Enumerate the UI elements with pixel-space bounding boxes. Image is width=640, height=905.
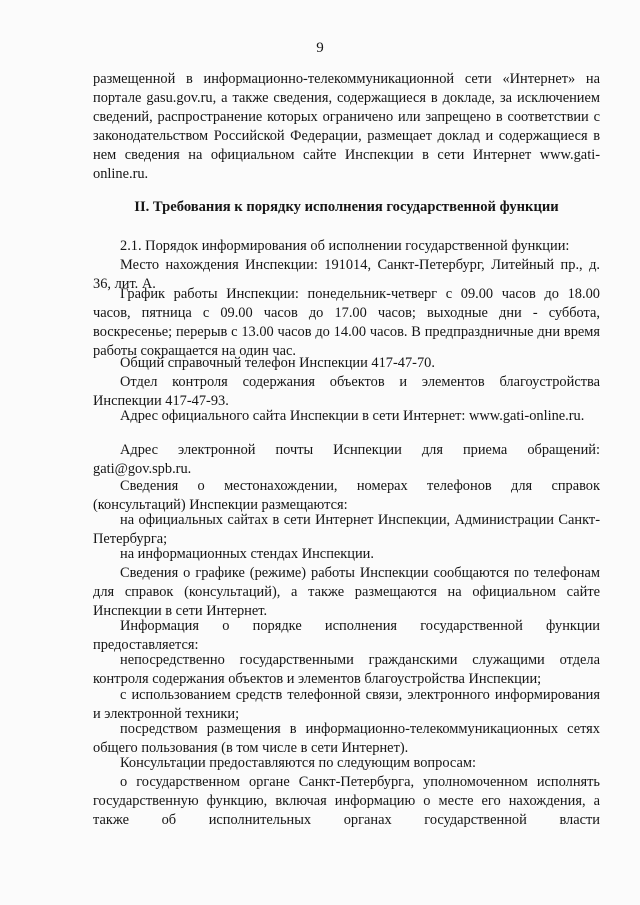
paragraph-email: Адрес электронной почты Иснпекции для приема обращений: gati@gov.spb.ru. bbox=[93, 442, 600, 477]
paragraph-telephone: с использованием средств телефонной связи, электронного информирования и электронной техники; bbox=[93, 687, 600, 722]
intro-paragraph: размещенной в информационно-телекоммуникационной сети «Интернет» на портале gasu.gov.ru, а также сведения, содержащиеся в докладе, за исключением сведений, распространение которых ограничено или запрещено в соответствии с законодательством Российской Федерации, размещает доклад и содержащиеся в нем сведения на официальном сайте Инспекции в сети Интернет www.gati-online.ru. bbox=[93, 71, 600, 182]
paragraph-directly: непосредственно государственными гражданскими служащими отдела контроля содержания объектов и элементов благоустройства Инспекции; bbox=[93, 652, 600, 687]
paragraph-2-1: 2.1. Порядок информирования об исполнении государственной функции: bbox=[120, 238, 570, 254]
paragraph-information: Информация о порядке исполнения государственной функции предоставляется: bbox=[93, 618, 600, 653]
paragraph-networks: посредством размещения в информационно-телекоммуникационных сетях общего пользования (в том числе в сети Интернет). bbox=[93, 721, 600, 756]
paragraph-department-phone: Отдел контроля содержания объектов и элементов благоустройства Инспекции 417-47-93. bbox=[93, 374, 600, 409]
paragraph-phone: Общий справочный телефон Инспекции 417-47-70. bbox=[120, 355, 435, 371]
paragraph-address: Место нахождения Инспекции: 191014, Санкт-Петербург, Литейный пр., д. 36, лит. А. bbox=[93, 257, 600, 292]
paragraph-website: Адрес официального сайта Инспекции в сети Интернет: www.gati-online.ru. bbox=[120, 408, 585, 424]
paragraph-schedule-info: Сведения о графике (режиме) работы Инспекции сообщаются по телефонам для справок (консультаций), а также размещаются на официальном сайте Инспекции в сети Интернет. bbox=[93, 565, 600, 619]
paragraph-consultations: Консультации предоставляются по следующим вопросам: bbox=[120, 755, 476, 771]
paragraph-sites: на официальных сайтах в сети Интернет Инспекции, Администрации Санкт-Петербурга; bbox=[93, 512, 600, 547]
paragraph-location-info: Сведения о местонахождении, номерах телефонов для справок (консультаций) Инспекции размещаются: bbox=[93, 478, 600, 513]
section-title: II. Требования к порядку исполнения государственной функции bbox=[134, 199, 559, 215]
paragraph-stands: на информационных стендах Инспекции. bbox=[120, 546, 374, 562]
paragraph-schedule: График работы Инспекции: понедельник-четверг с 09.00 часов до 18.00 часов, пятница с 09.00 часов до 17.00 часов; выходные дни - суббота, воскресенье; перерыв с 13.00 часов до 14.00 часов. В предпраздничные дни время работы сокращается на один час. bbox=[93, 286, 600, 359]
paragraph-state-body: о государственном органе Санкт-Петербурга, уполномоченном исполнять государственную функцию, включая информацию о месте его нахождения, а также об исполнительных органах государственной власти bbox=[93, 774, 600, 828]
page-number: 9 bbox=[316, 40, 324, 56]
